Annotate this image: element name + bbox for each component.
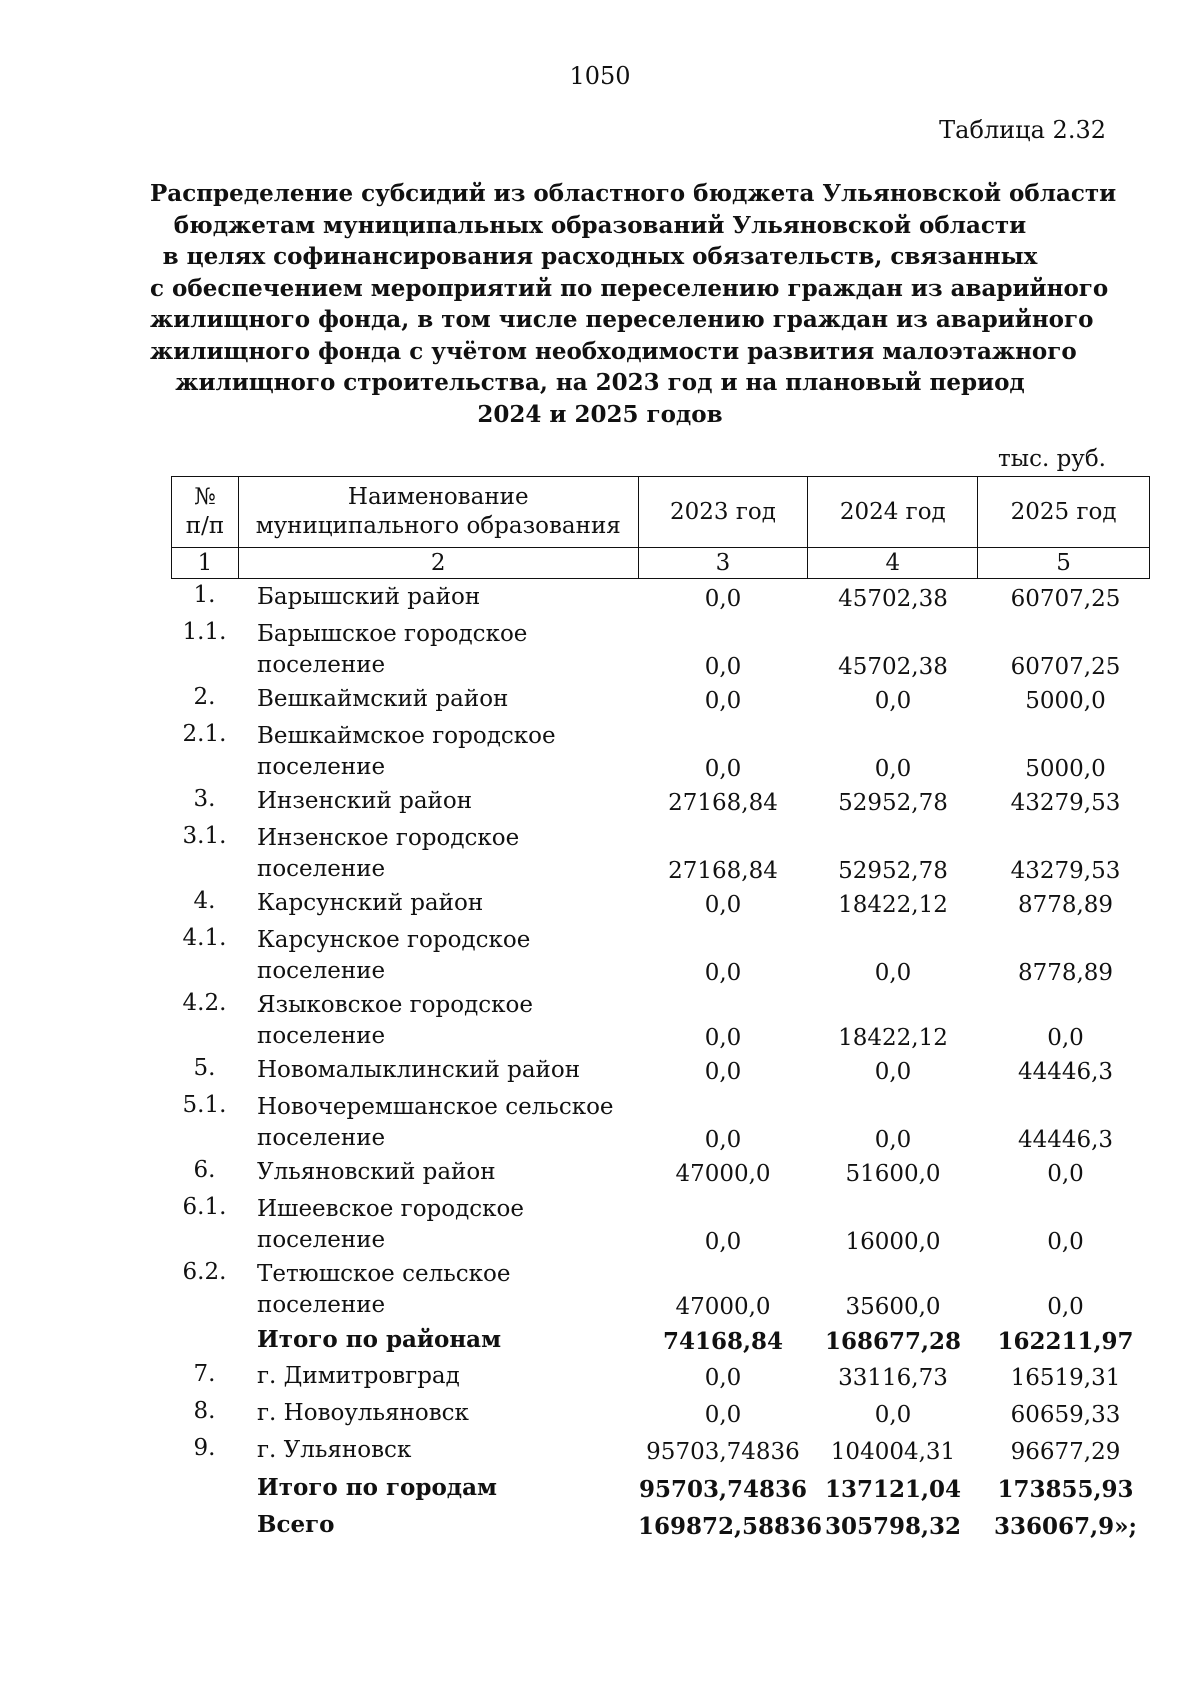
- title-line: жилищного фонда с учётом необходимости развития малоэтажного: [150, 337, 1077, 365]
- value-2025: 60707,25: [1010, 586, 1121, 612]
- title-line: бюджетам муниципальных образований Ульяновской области: [173, 211, 1027, 239]
- table-row: [171, 1398, 1150, 1435]
- row-number: 1.: [193, 582, 216, 608]
- value-2025: 43279,53: [1010, 858, 1121, 884]
- value-2025: 336067,9»;: [994, 1513, 1137, 1540]
- municipality-name-line1: Карсунское городское: [257, 927, 531, 953]
- municipality-name-line2: поселение: [257, 1227, 386, 1253]
- row-number: 7.: [193, 1361, 216, 1387]
- municipality-name: [257, 1055, 637, 1086]
- row-number: 4.: [193, 888, 216, 914]
- value-2023: 0,0: [704, 1229, 742, 1255]
- table-row: [171, 619, 1150, 684]
- column-number: 4: [808, 548, 978, 579]
- table-row: [171, 684, 1150, 721]
- units-label: тыс. руб.: [998, 446, 1106, 472]
- municipality-name: [257, 786, 637, 817]
- value-2024: 52952,78: [838, 858, 948, 884]
- value-2023: 27168,84: [668, 858, 778, 884]
- municipality-name: [257, 684, 637, 715]
- municipality-name: [257, 619, 637, 681]
- value-2023: 0,0: [704, 1025, 742, 1051]
- value-2023: 74168,84: [662, 1328, 784, 1355]
- value-2025: 5000,0: [1025, 756, 1106, 782]
- municipality-name-line1: Новомалыклинский район: [257, 1057, 581, 1083]
- row-number: 6.1.: [182, 1194, 227, 1220]
- header-2024: 2024 год: [808, 477, 978, 548]
- value-2024: 0,0: [874, 1059, 912, 1085]
- table-total-row: [171, 1324, 1150, 1361]
- value-2024: 18422,12: [838, 1025, 948, 1051]
- value-2024: 137121,04: [824, 1476, 962, 1503]
- row-number: 2.1.: [182, 721, 227, 747]
- row-number: 2.: [193, 684, 216, 710]
- value-2025: 0,0: [1047, 1025, 1084, 1051]
- header-2023: 2023 год: [638, 477, 808, 548]
- column-number: 5: [978, 548, 1150, 579]
- municipality-name: [257, 823, 637, 885]
- municipality-name-line1: Всего: [257, 1511, 335, 1538]
- table-header: [171, 476, 1150, 579]
- municipality-name-line1: г. Димитровград: [257, 1363, 460, 1389]
- column-number: 2: [238, 548, 638, 579]
- table-label: Таблица 2.32: [939, 116, 1106, 144]
- municipality-name-line1: Инзенское городское: [257, 825, 520, 851]
- value-2024: 0,0: [874, 756, 912, 782]
- title-line: с обеспечением мероприятий по переселению граждан из аварийного: [150, 274, 1109, 302]
- value-2024: 33116,73: [838, 1365, 948, 1391]
- table-row: [171, 582, 1150, 619]
- municipality-name-line1: Барышский район: [257, 584, 481, 610]
- table-row: [171, 1361, 1150, 1398]
- value-2023: 0,0: [704, 586, 742, 612]
- value-2024: 35600,0: [845, 1294, 941, 1320]
- column-number: 1: [172, 548, 239, 579]
- row-number: 4.2.: [182, 990, 227, 1016]
- row-number: 3.: [193, 786, 216, 812]
- municipality-name-line1: г. Новоульяновск: [257, 1400, 469, 1426]
- value-2024: 52952,78: [838, 790, 948, 816]
- municipality-name: [257, 1157, 637, 1188]
- row-number: 5.: [193, 1055, 216, 1081]
- header-2025: 2025 год: [978, 477, 1150, 548]
- municipality-name: [257, 1435, 637, 1466]
- value-2025: 8778,89: [1017, 892, 1114, 918]
- value-2024: 51600,0: [845, 1161, 941, 1187]
- value-2024: 18422,12: [838, 892, 948, 918]
- value-2025: 8778,89: [1017, 960, 1114, 986]
- municipality-name: [257, 1092, 637, 1154]
- table-row: [171, 888, 1150, 925]
- municipality-name: [257, 990, 637, 1052]
- value-2025: 0,0: [1047, 1161, 1084, 1187]
- municipality-name-line2: поселение: [257, 1292, 386, 1318]
- value-2023: 0,0: [704, 756, 742, 782]
- table-row: [171, 721, 1150, 786]
- table-row: [171, 823, 1150, 888]
- municipality-name: [257, 582, 637, 613]
- table-row: [171, 990, 1150, 1055]
- row-number: 5.1.: [182, 1092, 227, 1118]
- municipality-name: [257, 1398, 637, 1429]
- title-line: жилищного фонда, в том числе переселению граждан из аварийного: [150, 306, 1094, 333]
- value-2024: 0,0: [874, 1127, 912, 1153]
- row-number: 4.1.: [182, 925, 227, 951]
- municipality-name-line1: Тетюшское сельское: [257, 1261, 511, 1287]
- value-2023: 0,0: [704, 960, 742, 986]
- value-2023: 0,0: [704, 1365, 742, 1391]
- municipality-name: [257, 1509, 637, 1540]
- column-number: 3: [638, 548, 808, 579]
- municipality-name-line1: Новочеремшанское сельское: [257, 1094, 614, 1120]
- value-2023: 0,0: [704, 688, 742, 714]
- municipality-name-line2: поселение: [257, 958, 386, 984]
- row-number: 3.1.: [182, 823, 227, 849]
- header-name-line2: муниципального образования: [255, 513, 621, 539]
- municipality-name-line1: Итого по городам: [257, 1474, 498, 1501]
- header-num: [172, 477, 239, 548]
- value-2023: 0,0: [704, 1059, 742, 1085]
- value-2023: 169872,58836: [638, 1513, 823, 1540]
- table-row: [171, 925, 1150, 990]
- value-2025: 0,0: [1047, 1294, 1084, 1320]
- municipality-name-line1: Вешкаймский район: [257, 686, 509, 712]
- municipality-name-line2: поселение: [257, 754, 386, 780]
- table-row: [171, 1157, 1150, 1194]
- row-number: 6.2.: [182, 1259, 227, 1285]
- municipality-name-line2: поселение: [257, 652, 386, 678]
- value-2025: 162211,97: [997, 1328, 1134, 1355]
- title-line: в целях софинансирования расходных обязательств, связанных: [162, 243, 1038, 270]
- title-line: 2024 и 2025 годов: [477, 400, 723, 428]
- municipality-name-line1: Ульяновский район: [257, 1159, 496, 1185]
- row-number: 8.: [193, 1398, 216, 1424]
- municipality-name-line1: Ишеевское городское: [257, 1196, 524, 1222]
- value-2025: 16519,31: [1010, 1365, 1121, 1391]
- municipality-name-line1: Барышское городское: [257, 621, 528, 647]
- value-2025: 44446,3: [1017, 1127, 1114, 1153]
- municipality-name: [257, 888, 637, 919]
- value-2024: 104004,31: [830, 1439, 956, 1465]
- value-2024: 0,0: [874, 688, 912, 714]
- value-2024: 45702,38: [838, 654, 948, 680]
- value-2024: 45702,38: [838, 586, 948, 612]
- value-2024: 16000,0: [845, 1229, 941, 1255]
- table-row: [171, 1092, 1150, 1157]
- municipality-name-line1: Итого по районам: [257, 1326, 502, 1353]
- municipality-name-line2: поселение: [257, 856, 386, 882]
- municipality-name-line1: Инзенский район: [257, 788, 473, 814]
- value-2023: 95703,74836: [638, 1476, 808, 1503]
- municipality-name-line2: поселение: [257, 1023, 386, 1049]
- value-2024: 0,0: [874, 1402, 912, 1428]
- table-row: [171, 1435, 1150, 1472]
- header-num-line1: №: [194, 484, 216, 510]
- municipality-name: [257, 1472, 637, 1503]
- header-name-line1: Наименование: [347, 484, 529, 510]
- row-number: 6.: [193, 1157, 216, 1183]
- municipality-name: [257, 1259, 637, 1321]
- municipality-name-line2: поселение: [257, 1125, 386, 1151]
- municipality-name-line1: Карсунский район: [257, 890, 484, 916]
- page-number: 1050: [569, 62, 631, 90]
- value-2023: 47000,0: [675, 1161, 771, 1187]
- value-2023: 47000,0: [675, 1294, 771, 1320]
- value-2024: 168677,28: [824, 1328, 962, 1355]
- document-title: [150, 178, 1117, 430]
- value-2023: 0,0: [704, 1127, 742, 1153]
- municipality-name-line1: г. Ульяновск: [257, 1437, 412, 1463]
- value-2023: 0,0: [704, 1402, 742, 1428]
- value-2023: 95703,74836: [646, 1439, 800, 1465]
- title-line: жилищного строительства, на 2023 год и на плановый период: [175, 369, 1025, 396]
- table-row: [171, 1194, 1150, 1259]
- table-total-row: [171, 1472, 1150, 1509]
- value-2023: 0,0: [704, 654, 742, 680]
- municipality-name-line1: Вешкаймское городское: [257, 723, 556, 749]
- value-2025: 173855,93: [997, 1476, 1134, 1503]
- municipality-name: [257, 1194, 637, 1256]
- table-body: [171, 582, 1150, 1546]
- municipality-name: [257, 1324, 637, 1355]
- value-2025: 43279,53: [1010, 790, 1121, 816]
- title-line: Распределение субсидий из областного бюджета Ульяновской области: [150, 180, 1117, 207]
- value-2025: 60659,33: [1010, 1402, 1121, 1428]
- value-2025: 44446,3: [1017, 1059, 1114, 1085]
- table-row: [171, 1055, 1150, 1092]
- municipality-name-line1: Языковское городское: [257, 992, 533, 1018]
- table-total-row: [171, 1509, 1150, 1546]
- value-2025: 60707,25: [1010, 654, 1121, 680]
- row-number: 9.: [193, 1435, 216, 1461]
- value-2023: 0,0: [704, 892, 742, 918]
- header-num-line2: п/п: [185, 513, 225, 539]
- municipality-name: [257, 721, 637, 783]
- row-number: 1.1.: [182, 619, 227, 645]
- municipality-name: [257, 925, 637, 987]
- value-2023: 27168,84: [668, 790, 778, 816]
- header-name: [238, 477, 638, 548]
- value-2025: 96677,29: [1010, 1439, 1121, 1465]
- value-2024: 305798,32: [824, 1513, 962, 1540]
- value-2025: 5000,0: [1025, 688, 1106, 714]
- value-2025: 0,0: [1047, 1229, 1084, 1255]
- municipality-name: [257, 1361, 637, 1392]
- table-row: [171, 786, 1150, 823]
- value-2024: 0,0: [874, 960, 912, 986]
- table-row: [171, 1259, 1150, 1324]
